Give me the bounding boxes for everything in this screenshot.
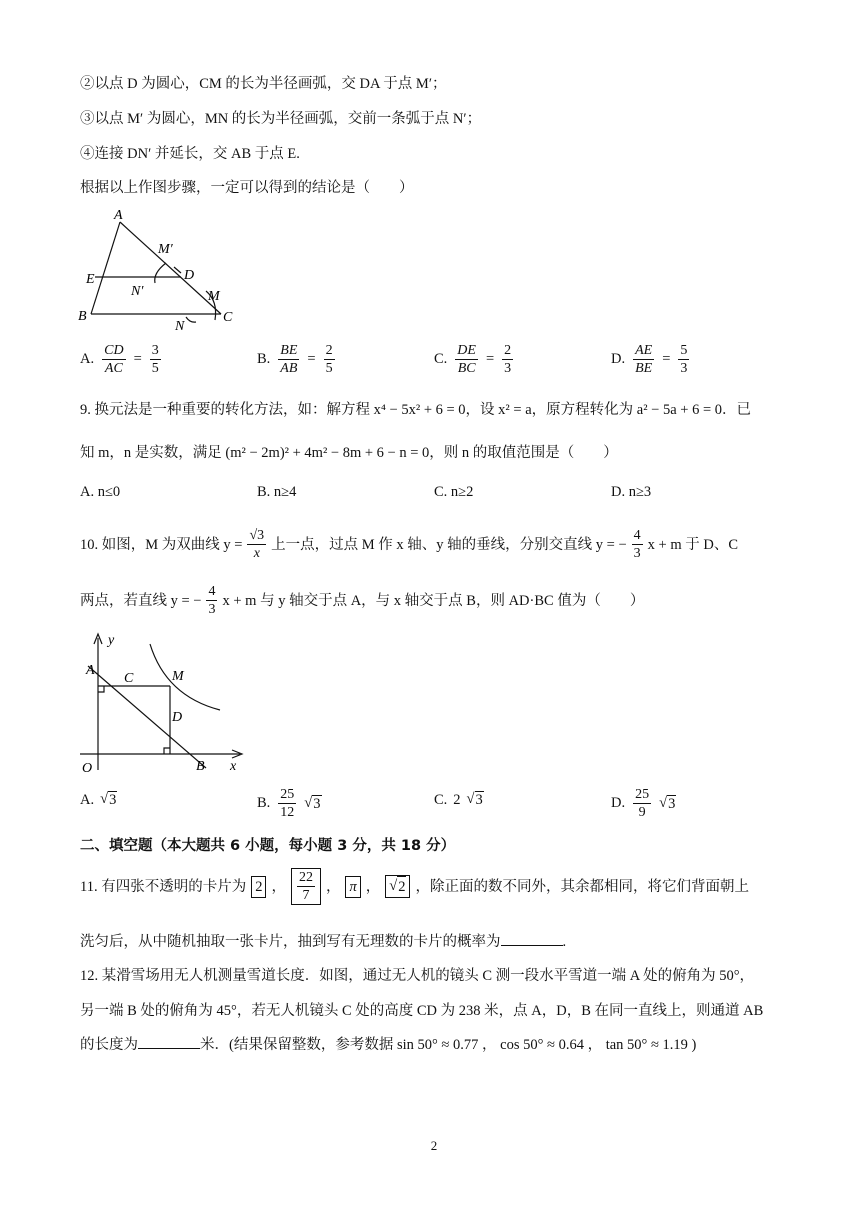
- q8-option-c[interactable]: C. $\frac{DE}{BC}$ = $\frac{2}{3}$: [434, 343, 512, 376]
- q8-option-a[interactable]: A. $\frac{CD}{AC}$ = $\frac{3}{5}$: [80, 343, 159, 376]
- q12-line2: 另一端 B 处的俯角为 45°，若无人机镜头 C 处的高度 CD 为 238 米，点 A，D，B 在同一直线上，则通道 AB: [80, 1003, 764, 1019]
- q8-label-N: N: [175, 319, 185, 334]
- card-1: 2: [251, 876, 266, 898]
- q8-option-b[interactable]: B. $\frac{BE}{AB}$ = $\frac{2}{5}$: [257, 343, 333, 376]
- q11-line1: 11. 有四张不透明的卡片为 2 ， $\frac{22}{7}$ ， π ， √ 2 ，除正面的数不同外，其余都相同，将它们背面朝上: [80, 870, 749, 903]
- q8-label-A: A: [114, 208, 123, 223]
- q12-line3: 的长度为 米．(结果保留整数，参考数据 sin 50° ≈ 0.77 ， cos 50° ≈ 0.64 ， tan 50° ≈ 1.19 ): [80, 1037, 697, 1053]
- q8-step2: ②以点 D 为圆心，CM 的长为半径画弧，交 DA 于点 M′；: [80, 76, 447, 92]
- q9-line1: 9. 换元法是一种重要的转化方法，如：解方程 x⁴ − 5x² + 6 = 0，设 x² = a，原方程转化为 a² − 5a + 6 = 0．已: [80, 402, 752, 418]
- q8-label-Mprime: M′: [158, 242, 173, 257]
- q10-label-B: B: [196, 759, 205, 774]
- q9-option-c[interactable]: C. n≥2: [434, 484, 474, 500]
- q10-label-C: C: [124, 671, 134, 686]
- q8-label-M: M: [208, 289, 220, 304]
- q8-label-Nprime: N′: [131, 284, 144, 299]
- q10-line2: 两点，若直线 y = − $\frac{4}{3}$ x + m 与 y 轴交于点 A，与 x 轴交于点 B，则 AD·BC 值为（ ）: [80, 584, 645, 617]
- q9-option-a[interactable]: A. n≤0: [80, 484, 121, 500]
- q9-line2: 知 m，n 是实数，满足 (m² − 2m)² + 4m² − 8m + 6 − n = 0，则 n 的取值范围是（ ）: [80, 445, 618, 461]
- q10-option-b[interactable]: B. $\frac{25}{12}$ √ 3: [257, 787, 321, 820]
- q10-graph-figure: [78, 630, 253, 780]
- q10-label-M: M: [172, 669, 184, 684]
- q10-option-c[interactable]: C. 2 √ 3: [434, 791, 483, 808]
- q8-step4: ④连接 DN′ 并延长，交 AB 于点 E.: [80, 146, 300, 162]
- card-3: π: [345, 876, 360, 898]
- q8-question: 根据以上作图步骤，一定可以得到的结论是（ ）: [80, 180, 414, 196]
- q10-label-O: O: [82, 761, 93, 776]
- q8-label-D: D: [184, 268, 195, 283]
- q10-line1: 10. 如图，M 为双曲线 y = $\frac{√3}{x}$ 上一点，过点 M 作 x 轴、y 轴的垂线，分别交直线 y = − $\frac{4}{3}$ x + m 于 D、C: [80, 528, 738, 561]
- q8-step3: ③以点 M′ 为圆心，MN 的长为半径画弧，交前一条弧于点 N′；: [80, 111, 482, 127]
- page-number: 2: [430, 1138, 438, 1153]
- q12-line1: 12. 某滑雪场用无人机测量雪道长度．如图，通过无人机的镜头 C 测一段水平雪道一端 A 处的俯角为 50°，: [80, 968, 755, 984]
- q11-line2: 洗匀后，从中随机抽取一张卡片，抽到写有无理数的卡片的概率为 .: [80, 934, 567, 950]
- q10-label-D: D: [172, 710, 183, 725]
- q11-answer-blank[interactable]: [501, 945, 563, 946]
- card-4: √ 2: [385, 875, 410, 898]
- q10-label-x: x: [230, 759, 237, 774]
- section-2-heading: 二、填空题（本大题共 6 小题，每小题 3 分，共 18 分）: [80, 838, 456, 854]
- q8-option-d[interactable]: D. $\frac{AE}{BE}$ = $\frac{5}{3}$: [611, 343, 688, 376]
- q10-label-y: y: [108, 633, 115, 648]
- q8-label-E: E: [86, 272, 95, 287]
- q9-option-d[interactable]: D. n≥3: [611, 484, 652, 500]
- q8-triangle-figure: [78, 203, 248, 338]
- q10-option-d[interactable]: D. $\frac{25}{9}$ √ 3: [611, 787, 676, 820]
- q8-label-C: C: [223, 310, 233, 325]
- q8-label-B: B: [78, 309, 87, 324]
- q9-option-b[interactable]: B. n≥4: [257, 484, 297, 500]
- q12-answer-blank[interactable]: [138, 1048, 200, 1049]
- q10-option-a[interactable]: A. √ 3: [80, 791, 117, 808]
- card-2: $\frac{22}{7}$: [291, 868, 321, 905]
- q10-label-A: A: [86, 663, 95, 678]
